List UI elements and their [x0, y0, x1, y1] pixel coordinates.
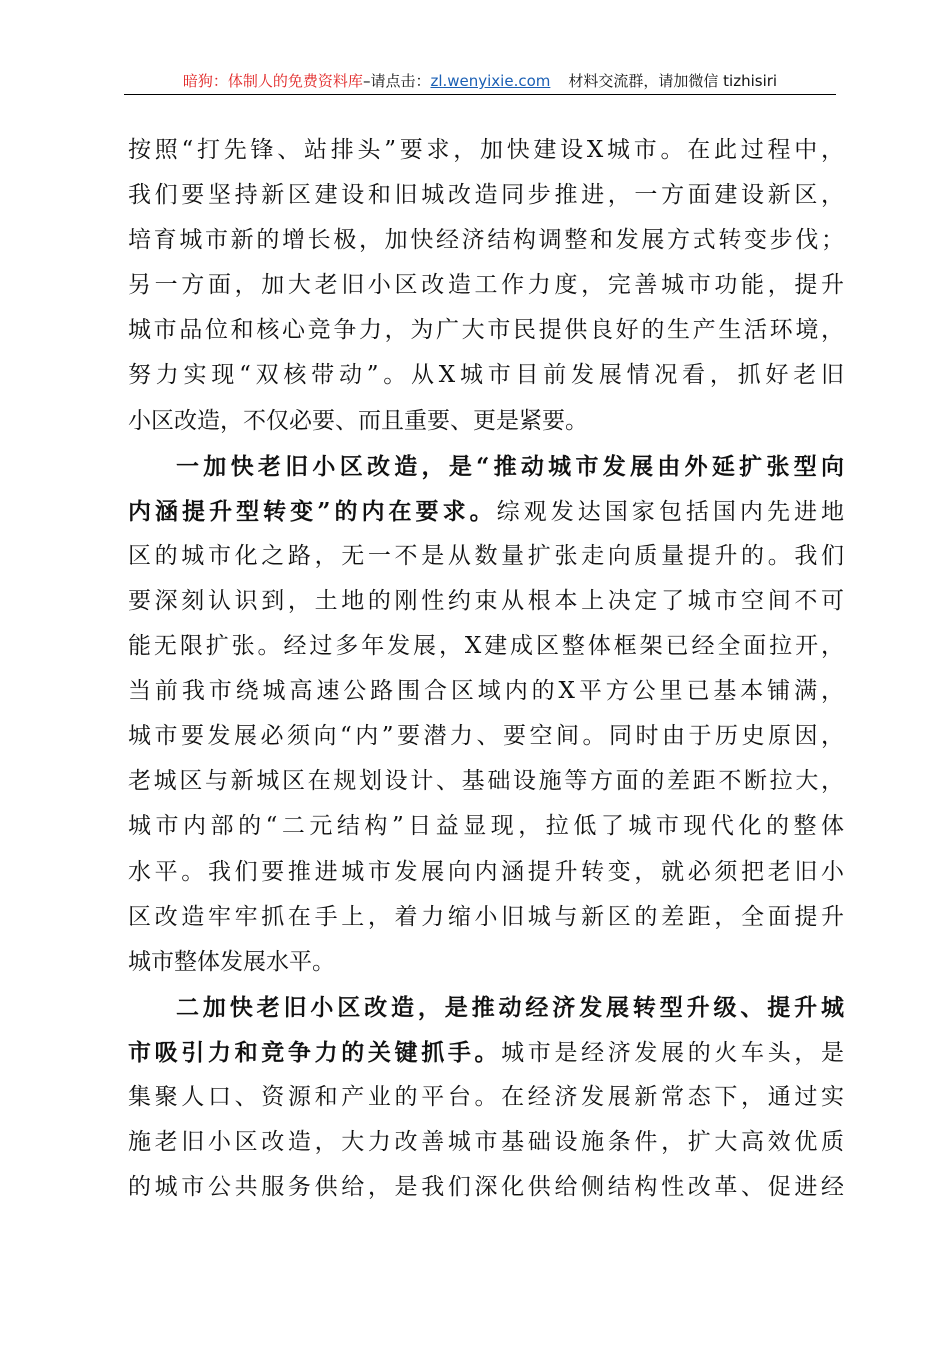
paragraph	[128, 444, 844, 985]
body-text: 集聚人口、资源和产业的平台。在经济发展新常态下，通过实	[128, 1083, 844, 1110]
text-line	[128, 850, 844, 895]
body-text: 区的城市化之路，无一不是从数量扩张走向质量提升的。我们	[128, 542, 844, 569]
body-text: 能无限扩张。经过多年发展，X建成区整体框架已经全面拉开，	[128, 633, 844, 660]
body-text: 的城市公共服务供给，是我们深化供给侧结构性改革、促进经	[128, 1174, 844, 1201]
text-line	[128, 579, 844, 624]
body-text: 区改造牢牢抓在手上，着力缩小旧城与新区的差距，全面提升	[128, 903, 844, 930]
text-line	[128, 895, 844, 940]
text-line	[128, 1030, 844, 1075]
text-line	[128, 128, 844, 173]
body-text: 努力实现“双核带动”。从X城市目前发展情况看，抓好老旧	[128, 362, 844, 389]
header-brand: 暗狗：体制人的免费资料库	[182, 72, 363, 90]
text-line	[128, 534, 844, 579]
text-line	[128, 489, 844, 534]
body-text: 当前我市绕城高速公路围合区域内的X平方公里已基本铺满，	[128, 678, 844, 705]
body-text: 综观发达国家包括国内先进地	[496, 498, 845, 525]
body-text: 小区改造，不仅必要、而且重要、更是紧要。	[128, 407, 588, 434]
body-text: 城市要发展必须向“内”要潜力、要空间。同时由于历史原因，	[128, 723, 844, 750]
body-text: 城市品位和核心竞争力，为广大市民提供良好的生产生活环境，	[128, 317, 844, 344]
body-text: 水平。我们要推进城市发展向内涵提升转变，就必须把老旧小	[128, 858, 844, 885]
text-line	[128, 353, 844, 398]
text-line	[128, 308, 844, 353]
text-line	[128, 263, 844, 308]
text-line	[128, 669, 844, 714]
header-link[interactable]: zl.wenyixie.com	[430, 72, 551, 90]
body-text: 要深刻认识到，土地的刚性约束从根本上决定了城市空间不可	[128, 587, 844, 614]
paragraph	[128, 128, 844, 444]
text-line	[128, 399, 844, 444]
text-line	[128, 218, 844, 263]
text-line	[128, 804, 844, 849]
bold-heading-text: 市吸引力和竞争力的关键抓手。	[128, 1038, 502, 1066]
body-text: 另一方面，加大老旧小区改造工作力度，完善城市功能，提升	[128, 272, 844, 299]
body-text: 我们要坚持新区建设和旧城改造同步推进，一方面建设新区，	[128, 182, 844, 209]
document-body	[128, 128, 844, 1210]
page-header	[124, 70, 836, 95]
header-prompt: –请点击：	[362, 72, 431, 90]
text-line	[128, 1075, 844, 1120]
text-line	[128, 173, 844, 218]
body-text: 城市整体发展水平。	[128, 948, 335, 975]
bold-heading-text: 一加快老旧小区改造，是“推动城市发展由外延扩张型向	[176, 452, 844, 480]
text-line	[128, 985, 844, 1030]
text-line	[128, 1165, 844, 1210]
body-text: 城市是经济发展的火车头，是	[501, 1039, 845, 1066]
body-text: 培育城市新的增长极，加快经济结构调整和发展方式转变步伐；	[128, 227, 844, 254]
text-line	[128, 444, 844, 489]
text-line	[128, 1120, 844, 1165]
body-text: 老城区与新城区在规划设计、基础设施等方面的差距不断拉大，	[128, 768, 844, 795]
text-line	[128, 759, 844, 804]
body-text: 施老旧小区改造，大力改善城市基础设施条件，扩大高效优质	[128, 1129, 844, 1156]
text-line	[128, 940, 844, 985]
text-line	[128, 714, 844, 759]
body-text: 按照“打先锋、站排头”要求，加快建设X城市。在此过程中，	[128, 137, 844, 163]
bold-heading-text: 内涵提升型转变”的内在要求。	[128, 497, 497, 525]
bold-heading-text: 二加快老旧小区改造，是推动经济发展转型升级、提升城	[176, 993, 844, 1021]
header-contact: 材料交流群，请加微信 tizhisiri	[568, 72, 778, 90]
body-text: 城市内部的“二元结构”日益显现，拉低了城市现代化的整体	[128, 813, 844, 840]
paragraph	[128, 985, 844, 1210]
text-line	[128, 624, 844, 669]
